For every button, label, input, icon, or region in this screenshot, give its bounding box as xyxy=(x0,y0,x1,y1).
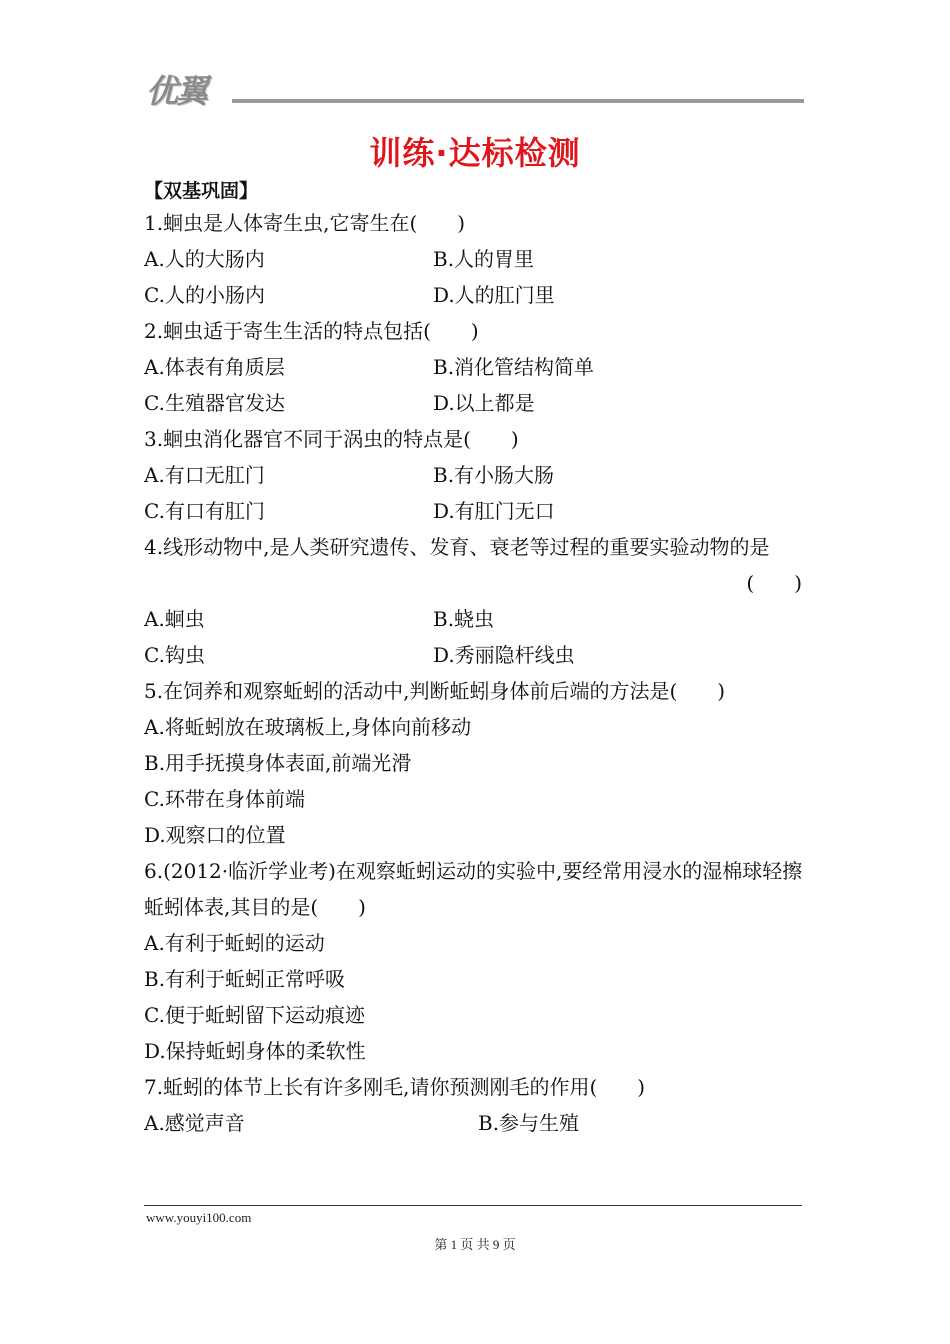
option: A.体表有角质层 xyxy=(144,355,285,379)
footer-divider xyxy=(144,1205,802,1206)
question-stem: 4.线形动物中,是人类研究遗传、发育、衰老等过程的重要实验动物的是 xyxy=(144,535,770,559)
option: D.观察口的位置 xyxy=(144,823,286,847)
option: B.用手抚摸身体表面,前端光滑 xyxy=(144,751,412,775)
option: B.人的胃里 xyxy=(433,247,535,271)
question-stem: 1.蛔虫是人体寄生虫,它寄生在( ) xyxy=(144,211,466,235)
options-row xyxy=(144,349,808,385)
options-row xyxy=(144,637,808,673)
page-number: 第 1 页 共 9 页 xyxy=(434,1237,516,1252)
option: B.有小肠大肠 xyxy=(433,463,555,487)
option: D.保持蚯蚓身体的柔软性 xyxy=(144,1039,366,1063)
option: C.钩虫 xyxy=(144,643,205,667)
options-row xyxy=(144,457,808,493)
option: D.有肛门无口 xyxy=(433,499,555,523)
answer-parentheses: ( ) xyxy=(746,571,802,595)
header-divider xyxy=(232,99,804,103)
question-stem: 5.在饲养和观察蚯蚓的活动中,判断蚯蚓身体前后端的方法是( ) xyxy=(144,679,726,703)
option: A.人的大肠内 xyxy=(144,247,265,271)
question-stem: 2.蛔虫适于寄生生活的特点包括( ) xyxy=(144,319,479,343)
question-list xyxy=(144,205,808,1141)
option: A.将蚯蚓放在玻璃板上,身体向前移动 xyxy=(144,715,472,739)
option: C.便于蚯蚓留下运动痕迹 xyxy=(144,1003,365,1027)
option: B.有利于蚯蚓正常呼吸 xyxy=(144,967,346,991)
option: B.参与生殖 xyxy=(478,1111,580,1135)
section-label: 【双基巩固】 xyxy=(144,180,259,202)
question-stem: 7.蚯蚓的体节上长有许多刚毛,请你预测刚毛的作用( ) xyxy=(144,1075,646,1099)
options-row xyxy=(144,385,808,421)
option: A.蛔虫 xyxy=(144,607,205,631)
option: C.生殖器官发达 xyxy=(144,391,285,415)
option: A.有利于蚯蚓的运动 xyxy=(144,931,325,955)
options-row xyxy=(144,1105,808,1141)
option: D.以上都是 xyxy=(433,391,535,415)
options-row xyxy=(144,277,808,313)
question-stem: 6.(2012·临沂学业考)在观察蚯蚓运动的实验中,要经常用浸水的湿棉球轻擦蚯蚓体表,其目的是( ) xyxy=(144,859,803,919)
option: C.人的小肠内 xyxy=(144,283,265,307)
option: D.人的肛门里 xyxy=(433,283,555,307)
option: A.感觉声音 xyxy=(144,1111,245,1135)
question-stem: 3.蛔虫消化器官不同于涡虫的特点是( ) xyxy=(144,427,519,451)
options-row xyxy=(144,493,808,529)
option: D.秀丽隐杆线虫 xyxy=(433,643,575,667)
page-title: 训练·达标检测 xyxy=(369,134,581,172)
options-row xyxy=(144,601,808,637)
option: C.有口有肛门 xyxy=(144,499,265,523)
options-row xyxy=(144,241,808,277)
option: A.有口无肛门 xyxy=(144,463,265,487)
option: B.消化管结构简单 xyxy=(433,355,595,379)
option: B.蛲虫 xyxy=(433,607,495,631)
option: C.环带在身体前端 xyxy=(144,787,305,811)
footer-url: www.youyi100.com xyxy=(146,1210,252,1225)
brand-logo: 优翼 xyxy=(146,72,207,110)
